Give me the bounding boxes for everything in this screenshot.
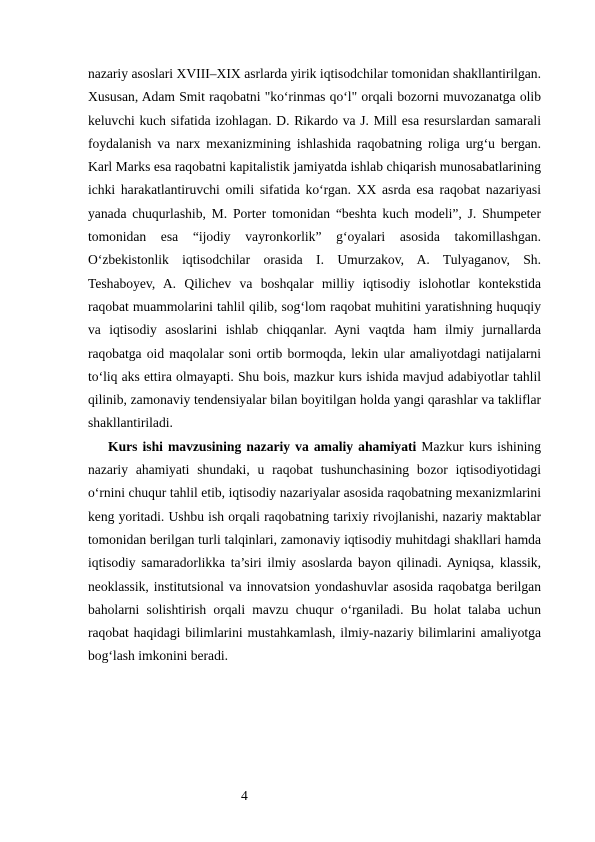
body-paragraph: nazariy asoslari XVIII–XIX asrlarda yirik iqtisodchilar tomonidan shakllantirilgan. Xususan, Adam Smit raqobatni "ko‘rinmas qo‘l" orqali bozorni muvozanatga olib keluvchi kuch sifatida izohlagan. D. Rikardo va J. Mill esa resurslardan samarali foydalanish va narx mexanizmining ishlashida raqobatning roliga urg‘u bergan. Karl Marks esa raqobatni kapitalistik jamiyatda ishlab chiqarish munosabatlarining ichki harakatlantiruvchi omili sifatida ko‘rgan. XX asrda esa raqobat nazariyasi yanada chuqurlashib, M. Porter tomonidan “beshta kuch modeli”, J. Shumpeter tomonidan esa “ijodiy vayronkorlik” g‘oyalari asosida takomillashgan. O‘zbekistonlik iqtisodchilar orasida I. Umurzakov, A. Tulyaganov, Sh. Teshaboyev, A. Qilichev va boshqalar milliy iqtisodiy islohotlar kontekstida raqobat muammolarini tahlil qilib, sog‘lom raqobat muhitini yaratishning huquqiy va iqtisodiy asoslarini ishlab chiqqanlar. Ayni vaqtda ham ilmiy jurnallarda raqobatga oid maqolalar soni ortib bormoqda, lekin ular amaliyotdagi natijalarni to‘liq aks ettira olmayapti. Shu bois, mazkur kurs ishida mavjud adabiyotlar tahlil qilinib, zamonaviy tendensiyalar bilan boyitilgan holda yangi qarashlar va takliflar shakllantiriladi. [88,66,541,431]
page-number: 4 [241,788,248,803]
document-page [88,62,541,668]
section-heading: Kurs ishi mavzusining nazariy va amaliy ahamiyati [108,438,417,454]
section-body: Mazkur kurs ishining nazariy ahamiyati shundaki, u raqobat tushunchasining bozor iqtisodiyotidagi o‘rnini chuqur tahlil etib, iqtisodiy nazariyalar asosida raqobatning mexanizmlarini keng yoritadi. Ushbu ish orqali raqobatning tarixiy rivojlanishi, nazariy maktablar tomonidan berilgan turli talqinlari, zamonaviy iqtisodiy muhitdagi shakllari hamda iqtisodiy samaradorlikka ta’siri ilmiy asoslarda bayon qilinadi. Ayniqsa, klassik, neoklassik, institutsional va innovatsion yondashuvlar asosida raqobatga berilgan baholarni solishtirish orqali mavzu chuqur o‘rganiladi. Bu holat talaba uchun raqobat haqidagi bilimlarini mustahkamlash, ilmiy-nazariy bilimlarini amaliyotga bog‘lash imkonini beradi. [88,438,541,664]
section-paragraph [88,435,541,668]
